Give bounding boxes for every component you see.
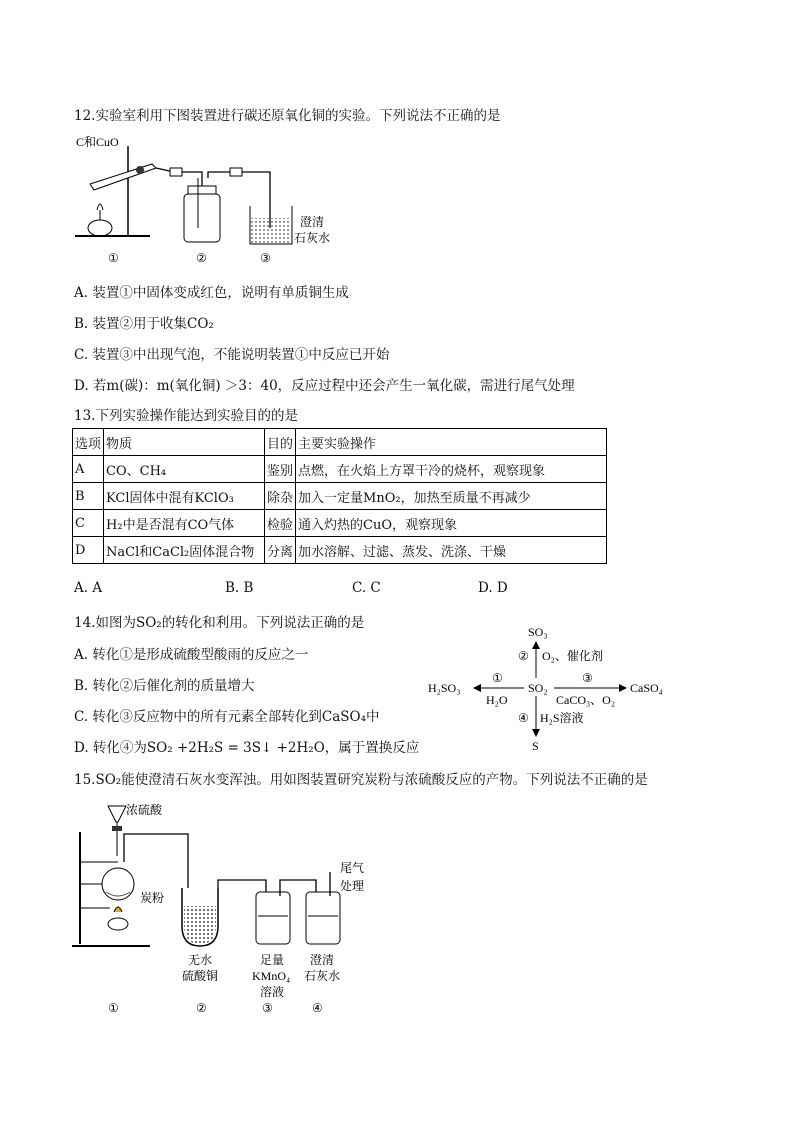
species-caso4: CaSO₄ <box>630 681 663 695</box>
species-s: S <box>532 739 539 753</box>
q14-option-d: D. 转化④为SO₂ +2H₂S = 3S↓ +2H₂O，属于置换反应 <box>74 740 420 756</box>
q13-answer-c: C. C <box>352 580 381 596</box>
table-cell: C <box>73 510 104 537</box>
q12-label-lime-1: 澄清 <box>300 215 325 229</box>
q14-conversion-diagram <box>424 622 684 756</box>
species-so2: SO₂ <box>528 681 548 695</box>
q15-apparatus-figure <box>70 796 390 1020</box>
species-h2so3: H₂SO₃ <box>428 681 461 695</box>
q12-label-lime-2: 石灰水 <box>294 231 331 245</box>
q14-stem: 14.如图为SO₂的转化和利用。下列说法正确的是 <box>74 615 365 631</box>
q15-num-4: ④ <box>312 1001 323 1015</box>
reaction-1-cond: H₂O <box>486 693 508 707</box>
q12-label-c-cuo: C和CuO <box>76 135 119 149</box>
table-cell: 分离 <box>265 537 296 564</box>
table-cell: H₂中是否混有CO气体 <box>104 510 265 537</box>
reaction-3-cond: CaCO₃、O₂ <box>556 693 616 707</box>
table-header: 目的 <box>265 429 296 456</box>
q12-stem: 12.实验室利用下图装置进行碳还原氧化铜的实验。下列说法不正确的是 <box>74 108 501 124</box>
label-tail-gas-2: 处理 <box>340 879 365 893</box>
table-header: 选项 <box>73 429 104 456</box>
q15-num-1: ① <box>108 1001 119 1015</box>
table-row <box>73 537 607 564</box>
q12-num-2: ② <box>196 251 207 265</box>
label-carbon-powder: 炭粉 <box>140 891 165 905</box>
q15-num-2: ② <box>196 1001 207 1015</box>
q13-stem: 13.下列实验操作能达到实验目的的是 <box>74 408 298 424</box>
table-cell: 加入一定量MnO₂，加热至质量不再减少 <box>296 483 607 510</box>
table-header: 主要实验操作 <box>296 429 607 456</box>
label-cuso4-2: 硫酸铜 <box>182 969 219 983</box>
table-cell: 加水溶解、过滤、蒸发、洗涤、干燥 <box>296 537 607 564</box>
reaction-4-num: ④ <box>518 711 529 725</box>
q14-option-b: B. 转化②后催化剂的质量增大 <box>74 678 255 694</box>
q14-option-a: A. 转化①是形成硫酸型酸雨的反应之一 <box>74 647 309 663</box>
q15-num-3: ③ <box>262 1001 273 1015</box>
table-cell: B <box>73 483 104 510</box>
table-cell: 鉴别 <box>265 456 296 483</box>
q13-answer-a: A. A <box>74 580 103 596</box>
q12-option-d: D. 若m(碳)：m(氧化铜) ＞3：40，反应过程中还会产生一氧化碳，需进行尾气处理 <box>74 378 575 394</box>
table-row <box>73 456 607 483</box>
table-cell: 除杂 <box>265 483 296 510</box>
label-cuso4-1: 无水 <box>188 953 213 967</box>
table-cell: KCl固体中混有KClO₃ <box>104 483 265 510</box>
q12-apparatus-figure <box>70 128 370 268</box>
reaction-1-num: ① <box>492 671 503 685</box>
table-cell: 检验 <box>265 510 296 537</box>
q13-answer-b: B. B <box>225 580 254 596</box>
reaction-2-num: ② <box>518 649 529 663</box>
species-so3: SO₃ <box>528 625 548 639</box>
q15-stem: 15.SO₂能使澄清石灰水变浑浊。用如图装置研究炭粉与浓硫酸反应的产物。下列说法不正确的是 <box>74 772 648 788</box>
q13-answer-d: D. D <box>478 580 508 596</box>
label-tail-gas-1: 尾气 <box>340 861 365 875</box>
table-cell: CO、CH₄ <box>104 456 265 483</box>
q12-num-3: ③ <box>260 251 271 265</box>
reaction-3-num: ③ <box>582 671 593 685</box>
table-cell: 通入灼热的CuO，观察现象 <box>296 510 607 537</box>
q12-option-a: A. 装置①中固体变成红色，说明有单质铜生成 <box>74 285 349 301</box>
table-cell: NaCl和CaCl₂固体混合物 <box>104 537 265 564</box>
q13-table <box>72 428 607 564</box>
reaction-2-cond: O₂、催化剂 <box>542 649 603 663</box>
table-cell: A <box>73 456 104 483</box>
q12-option-c: C. 装置③中出现气泡，不能说明装置①中反应已开始 <box>74 347 390 363</box>
table-cell: D <box>73 537 104 564</box>
label-limewater-1: 澄清 <box>310 953 335 967</box>
reaction-4-cond: H₂S溶液 <box>540 711 584 725</box>
label-kmno4-1: 足量 <box>260 953 285 967</box>
q12-option-b: B. 装置②用于收集CO₂ <box>74 316 214 332</box>
q12-num-1: ① <box>108 251 119 265</box>
label-limewater-2: 石灰水 <box>304 969 341 983</box>
q14-option-c: C. 转化③反应物中的所有元素全部转化到CaSO₄中 <box>74 709 380 725</box>
label-kmno4-2: KMnO₄ <box>252 969 291 983</box>
table-row <box>73 510 607 537</box>
table-row <box>73 483 607 510</box>
table-header-row <box>73 429 607 456</box>
table-header: 物质 <box>104 429 265 456</box>
label-kmno4-3: 溶液 <box>260 985 285 999</box>
label-conc-sulfuric-acid: 浓硫酸 <box>126 803 163 817</box>
table-cell: 点燃，在火焰上方罩干冷的烧杯，观察现象 <box>296 456 607 483</box>
